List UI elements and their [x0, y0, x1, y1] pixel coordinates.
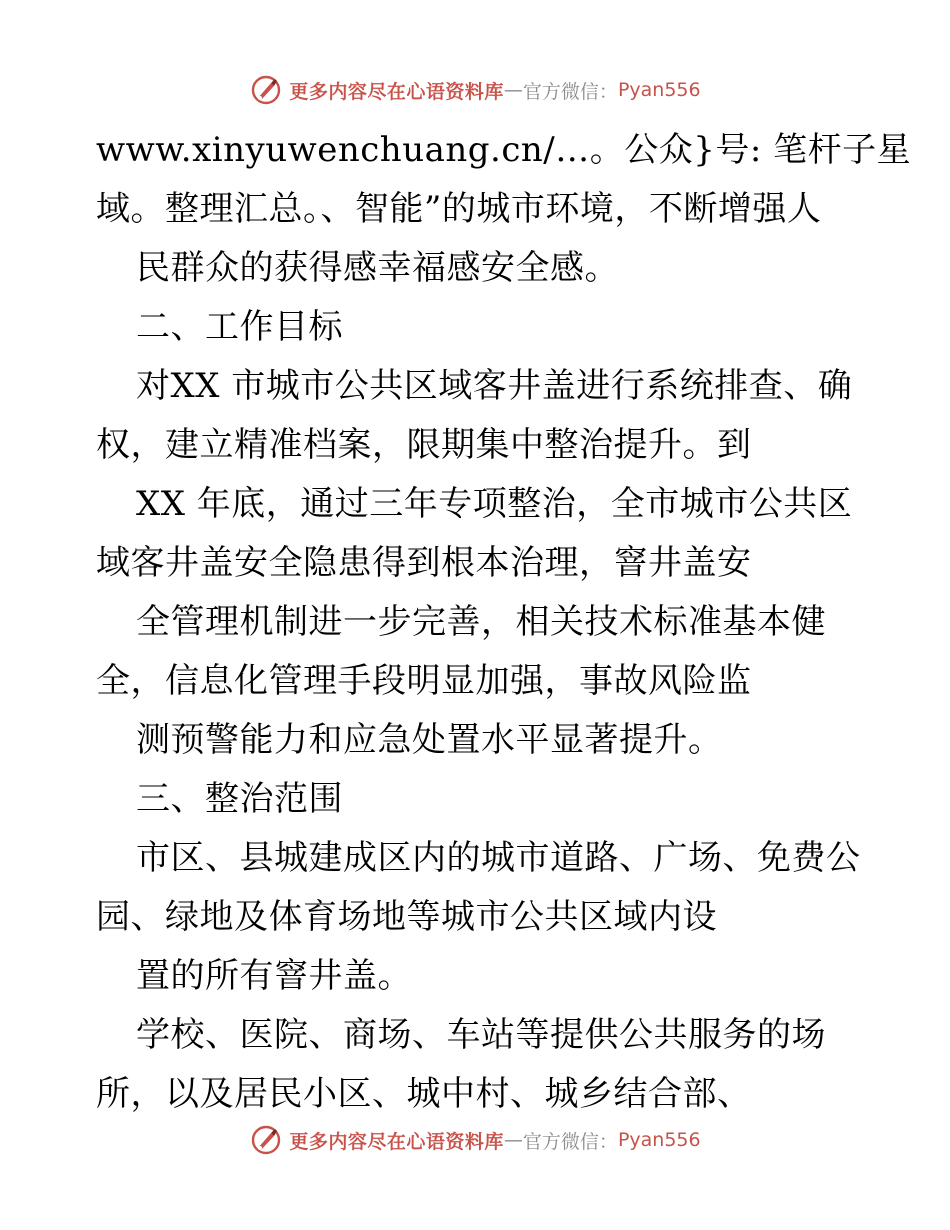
text-line: 学校、医院、商场、车站等提供公共服务的场: [136, 1015, 826, 1055]
text-line: 置的所有窨井盖。: [136, 956, 412, 996]
text-line: 域。整理汇总。、智能”的城市环境，不断增强人: [96, 189, 822, 229]
document-body: [96, 121, 912, 1124]
text-line: XX 年底，通过三年专项整治，全市城市公共区: [136, 484, 853, 524]
header-watermark-banner: [0, 70, 950, 110]
pen-logo-icon: [249, 73, 283, 107]
footer-watermark-banner: [0, 1120, 950, 1160]
banner-label: 官方微信：: [522, 80, 618, 103]
banner-label: 官方微信：: [522, 1130, 618, 1153]
section-heading: 三、整治范围: [136, 779, 343, 819]
text-line: 全，信息化管理手段明显加强，事故风险监: [96, 661, 752, 701]
text-line: 测预警能力和应急处置水平显著提升。: [136, 720, 723, 760]
banner-main-text: 更多内容尽在心语资料库: [289, 80, 504, 103]
text-line: 园、绿地及体育场地等城市公共区域内设: [96, 897, 717, 937]
pen-logo-icon: [249, 1123, 283, 1157]
text-line: www.xinyuwenchuang.cn/…。公众}号: 笔杆子星: [96, 130, 912, 170]
banner-main-text: 更多内容尽在心语资料库: [289, 1130, 504, 1153]
text-line: 市区、县城建成区内的城市道路、广场、免费公: [136, 838, 861, 878]
banner-dash: —: [503, 1129, 523, 1151]
text-line: 所，以及居民小区、城中村、城乡结合部、: [96, 1074, 752, 1114]
text-line: 权，建立精准档案，限期集中整治提升。到: [96, 425, 752, 465]
text-line: 域客井盖安全隐患得到根本治理，窨井盖安: [96, 543, 752, 583]
text-line: 民群众的获得感幸福感安全感。: [136, 248, 619, 288]
text-line: 对XX 市城市公共区域客井盖进行系统排查、确: [136, 366, 853, 406]
banner-dash: —: [503, 79, 523, 101]
banner-wechat-id: Pyan556: [617, 79, 701, 101]
banner-wechat-id: Pyan556: [617, 1129, 701, 1151]
text-line: 全管理机制进一步完善，相关技术标准基本健: [136, 602, 826, 642]
section-heading: 二、工作目标: [136, 307, 343, 347]
